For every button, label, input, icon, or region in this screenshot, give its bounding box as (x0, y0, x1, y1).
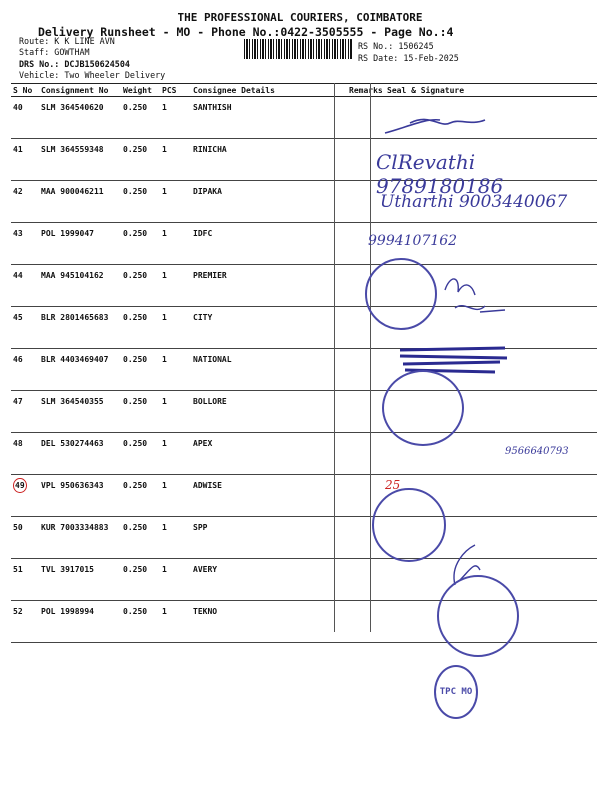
cell-weight: 0.250 (121, 265, 160, 307)
staff-label: Staff: GOWTHAM (19, 47, 90, 57)
cell-consignment: MAA 945104162 (39, 265, 121, 307)
cell-consignee: PREMIER (191, 265, 347, 307)
cell-consignment: MAA 900046211 (39, 181, 121, 223)
cell-consignee: TEKNO (191, 601, 347, 643)
table-row (11, 517, 597, 559)
cell-pcs: 1 (160, 139, 191, 181)
col-consignee: Consignee Details (191, 84, 347, 97)
cell-consignment: DEL 530274463 (39, 433, 121, 475)
cell-consignee: ADWISE (191, 475, 347, 517)
cell-pcs: 1 (160, 475, 191, 517)
cell-pcs: 1 (160, 97, 191, 139)
table-row (11, 391, 597, 433)
cell-remarks (347, 433, 385, 475)
cell-consignment: VPL 950636343 (39, 475, 121, 517)
cell-pcs: 1 (160, 265, 191, 307)
cell-weight: 0.250 (121, 139, 160, 181)
cell-consignment: SLM 364540355 (39, 391, 121, 433)
cell-weight: 0.250 (121, 349, 160, 391)
cell-sno: 51 (11, 559, 39, 601)
cell-consignment: POL 1998994 (39, 601, 121, 643)
handwriting-row42: Utharthi 9003440067 (380, 192, 568, 212)
cell-pcs: 1 (160, 307, 191, 349)
cell-sno: 46 (11, 349, 39, 391)
handwriting-row41: ClRevathi 9789180186 (376, 150, 504, 198)
drs-label: DRS No.: DCJB150624504 (19, 59, 130, 69)
cell-weight: 0.250 (121, 307, 160, 349)
cell-consignment: KUR 7003334883 (39, 517, 121, 559)
cell-pcs: 1 (160, 223, 191, 265)
company-seal-2 (382, 370, 464, 446)
cell-remarks (347, 559, 385, 601)
table-header-row (11, 84, 597, 97)
cell-sno: 43 (11, 223, 39, 265)
cell-consignee: SPP (191, 517, 347, 559)
cell-consignment: BLR 2801465683 (39, 307, 121, 349)
cell-consignee: AVERY (191, 559, 347, 601)
cell-sno: 44 (11, 265, 39, 307)
cell-consignee: NATIONAL (191, 349, 347, 391)
vehicle-label: Vehicle: Two Wheeler Delivery (19, 70, 166, 80)
signature-row44 (440, 270, 480, 300)
cell-pcs: 1 (160, 601, 191, 643)
cell-sno: 42 (11, 181, 39, 223)
cell-consignment: POL 1999047 (39, 223, 121, 265)
signature-row45 (450, 298, 510, 318)
cell-pcs: 1 (160, 349, 191, 391)
cell-pcs: 1 (160, 517, 191, 559)
cell-remarks (347, 601, 385, 643)
cell-remarks (347, 391, 385, 433)
handwriting-row48: 9566640793 (505, 446, 569, 457)
signature-row40 (380, 108, 490, 138)
barcode (244, 39, 352, 59)
cell-consignee: IDFC (191, 223, 347, 265)
col-pcs: PCS (160, 84, 191, 97)
cell-consignment: SLM 364540620 (39, 97, 121, 139)
table-row (11, 475, 597, 517)
chartered-accountants-seal (372, 488, 446, 562)
cell-pcs: 1 (160, 391, 191, 433)
cell-sno (11, 475, 39, 517)
cell-sno: 52 (11, 601, 39, 643)
cell-consignment: SLM 364559348 (39, 139, 121, 181)
table-row (11, 223, 597, 265)
cell-sno: 45 (11, 307, 39, 349)
cell-weight: 0.250 (121, 559, 160, 601)
tpc-mo-stamp: TPC MO (434, 665, 478, 719)
cell-sno: 47 (11, 391, 39, 433)
cell-sno: 41 (11, 139, 39, 181)
sno-circled: 49 (13, 478, 27, 493)
table-row (11, 97, 597, 139)
cell-remarks (347, 349, 385, 391)
tekno-therm-seal (437, 575, 519, 657)
col-seal-signature: Seal & Signature (385, 84, 597, 97)
cell-weight: 0.250 (121, 433, 160, 475)
cell-consignee: CITY (191, 307, 347, 349)
handwriting-row43: 9994107162 (368, 233, 458, 249)
cell-consignee: RINICHA (191, 139, 347, 181)
cell-sno: 50 (11, 517, 39, 559)
cell-consignment: BLR 4403469407 (39, 349, 121, 391)
cell-weight: 0.250 (121, 517, 160, 559)
rs-date: RS Date: 15-Feb-2025 (358, 53, 459, 63)
cell-consignment: TVL 3917015 (39, 559, 121, 601)
col-weight: Weight (121, 84, 160, 97)
rs-number: RS No.: 1506245 (358, 41, 434, 51)
col-remarks: Remarks (347, 84, 385, 97)
company-seal-1 (365, 258, 437, 330)
cell-weight: 0.250 (121, 601, 160, 643)
remarks-divider-left (334, 83, 335, 632)
cell-weight: 0.250 (121, 475, 160, 517)
cell-sno: 40 (11, 97, 39, 139)
cell-consignee: DIPAKA (191, 181, 347, 223)
cell-weight: 0.250 (121, 391, 160, 433)
cell-pcs: 1 (160, 559, 191, 601)
col-consignment: Consignment No (39, 84, 121, 97)
company-title: THE PROFESSIONAL COURIERS, COIMBATORE (177, 11, 423, 24)
cell-weight: 0.250 (121, 97, 160, 139)
cell-consignee: APEX (191, 433, 347, 475)
cell-pcs: 1 (160, 181, 191, 223)
remarks-divider-right (370, 83, 371, 632)
route-label: Route: K K LINE AVN (19, 36, 115, 46)
cell-pcs: 1 (160, 433, 191, 475)
cell-weight: 0.250 (121, 181, 160, 223)
runsheet-subtitle: Delivery Runsheet - MO - Phone No.:0422-3505555 - Page No.:4 (38, 25, 454, 39)
cell-consignee: BOLLORE (191, 391, 347, 433)
cell-weight: 0.250 (121, 223, 160, 265)
col-sno: S No (11, 84, 39, 97)
cell-sno: 48 (11, 433, 39, 475)
cell-consignee: SANTHISH (191, 97, 347, 139)
handwriting-row50: 25 (385, 478, 401, 492)
